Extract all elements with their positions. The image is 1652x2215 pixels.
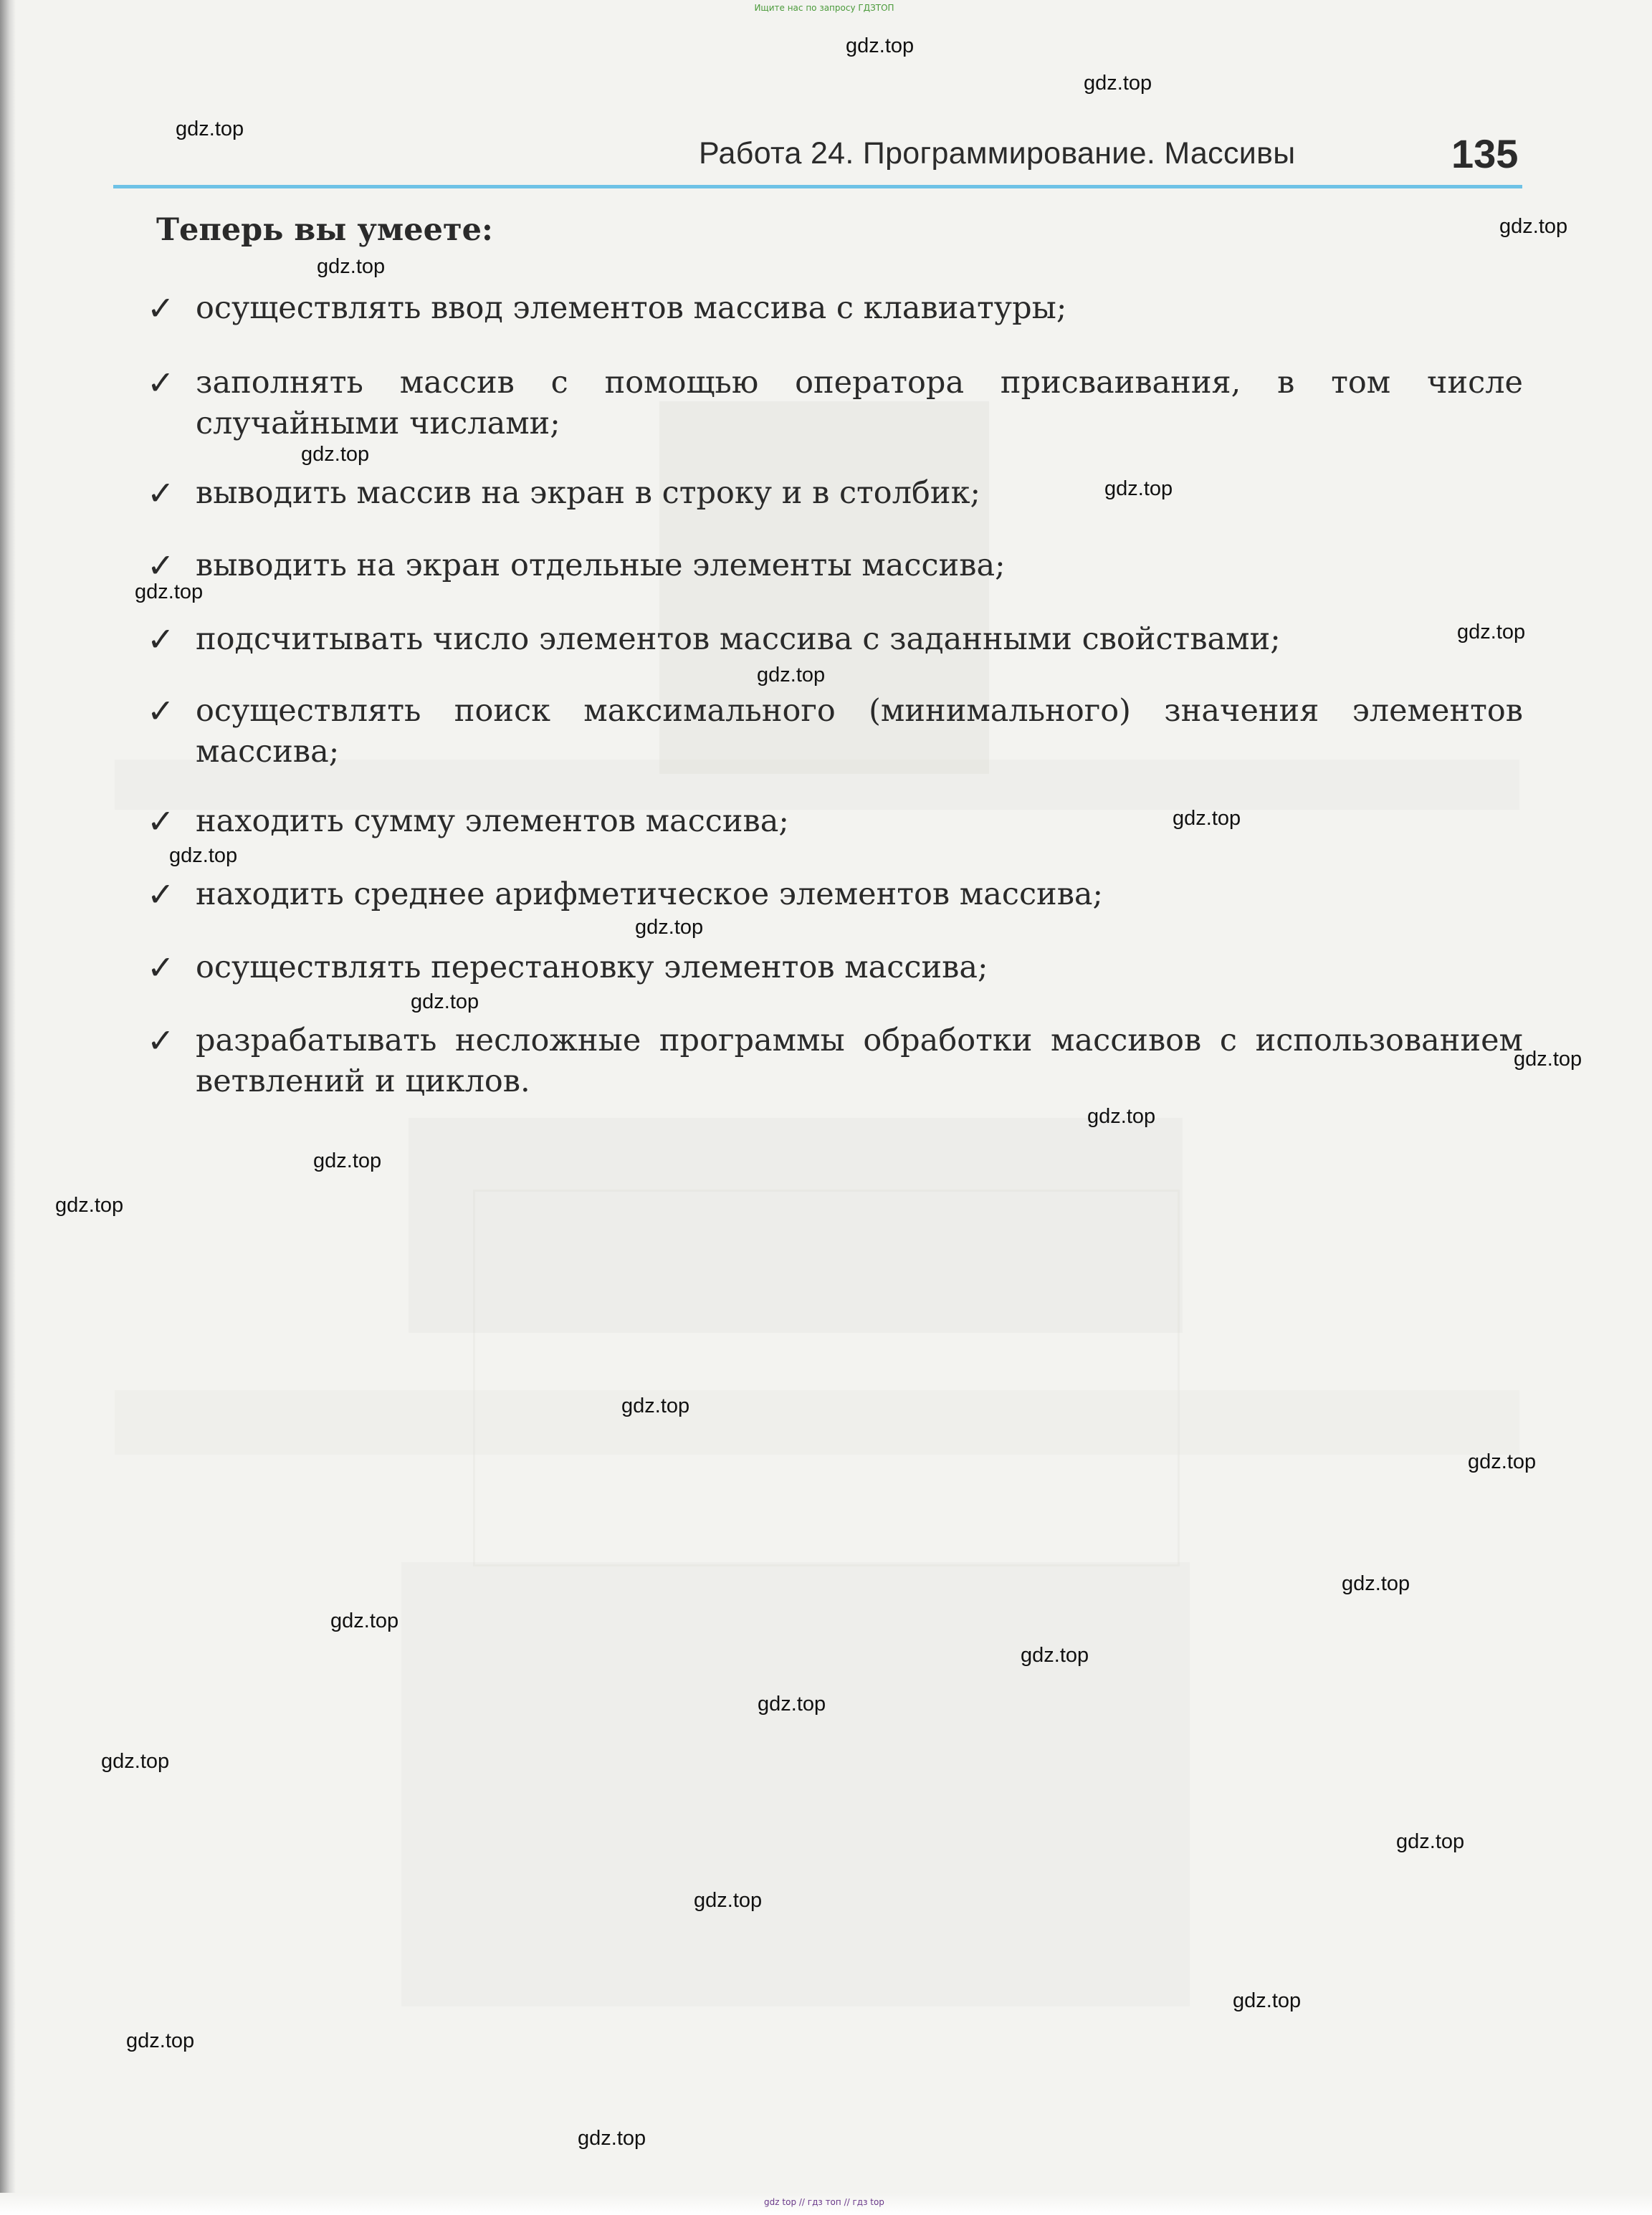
skill-text: заполнять массив с помощью оператора присваивания, в том числе случайными числами; [196, 365, 1523, 441]
watermark: gdz.top [176, 118, 244, 140]
watermark: gdz.top [1514, 1048, 1582, 1071]
watermark: gdz.top [1087, 1105, 1156, 1128]
watermark: gdz.top [411, 990, 479, 1013]
page-number: 135 [1451, 131, 1519, 176]
watermark: gdz.top [1084, 72, 1152, 95]
watermark: gdz.top [330, 1609, 399, 1632]
watermark: gdz.top [758, 1693, 826, 1716]
watermark: gdz.top [1396, 1830, 1465, 1853]
section-heading: Теперь вы умеете: [156, 212, 493, 248]
skill-text: осуществлять поиск максимального (минимального) значения элементов массива; [196, 693, 1523, 770]
watermark: gdz.top [757, 664, 826, 686]
bottom-site-note: gdz top // гдз топ // гдз top [764, 2197, 884, 2207]
watermark: gdz.top [1468, 1450, 1537, 1473]
watermark: gdz.top [1342, 1572, 1410, 1595]
check-icon: ✓ [147, 875, 175, 914]
check-icon: ✓ [147, 802, 175, 841]
watermark: gdz.top [317, 255, 386, 278]
check-icon: ✓ [147, 1021, 175, 1060]
skill-text: разрабатывать несложные программы обработки массивов с использованием ветвлений и циклов. [196, 1023, 1523, 1099]
watermark: gdz.top [101, 1750, 170, 1773]
skill-text: осуществлять перестановку элементов массива; [196, 949, 988, 985]
watermark: gdz.top [578, 2127, 646, 2150]
watermark: gdz.top [1499, 215, 1568, 238]
watermark: gdz.top [1457, 621, 1526, 644]
watermark: gdz.top [846, 34, 915, 57]
watermark: gdz.top [1104, 477, 1173, 500]
skill-text: выводить на экран отдельные элементы массива; [196, 547, 1006, 583]
check-icon: ✓ [147, 546, 175, 585]
top-site-note: Ищите нас по запросу ГДЗТОП [754, 3, 894, 13]
watermark: gdz.top [694, 1889, 763, 1912]
watermark: gdz.top [635, 916, 704, 939]
skill-text: подсчитывать число элементов массива с заданными свойствами; [196, 621, 1281, 657]
skill-text: находить среднее арифметическое элементов массива; [196, 876, 1104, 912]
watermark: gdz.top [1021, 1644, 1089, 1667]
running-header-title: Работа 24. Программирование. Массивы [699, 136, 1296, 171]
watermark: gdz.top [55, 1194, 124, 1217]
watermark: gdz.top [621, 1394, 690, 1417]
check-icon: ✓ [147, 948, 175, 987]
check-icon: ✓ [147, 620, 175, 659]
skill-text: выводить массив на экран в строку и в столбик; [196, 475, 980, 511]
skill-text: осуществлять ввод элементов массива с клавиатуры; [196, 290, 1067, 326]
watermark: gdz.top [1233, 1989, 1302, 2012]
skill-text: находить сумму элементов массива; [196, 803, 789, 839]
check-icon: ✓ [147, 692, 175, 730]
header-rule [113, 185, 1522, 188]
watermark: gdz.top [126, 2029, 195, 2052]
scan-shadow-edge [0, 0, 16, 2215]
check-icon: ✓ [147, 289, 175, 327]
watermark: gdz.top [169, 844, 238, 867]
check-icon: ✓ [147, 474, 175, 512]
watermark: gdz.top [301, 443, 370, 466]
check-icon: ✓ [147, 363, 175, 402]
watermark: gdz.top [135, 580, 204, 603]
watermark: gdz.top [313, 1149, 382, 1172]
watermark: gdz.top [1173, 807, 1241, 830]
